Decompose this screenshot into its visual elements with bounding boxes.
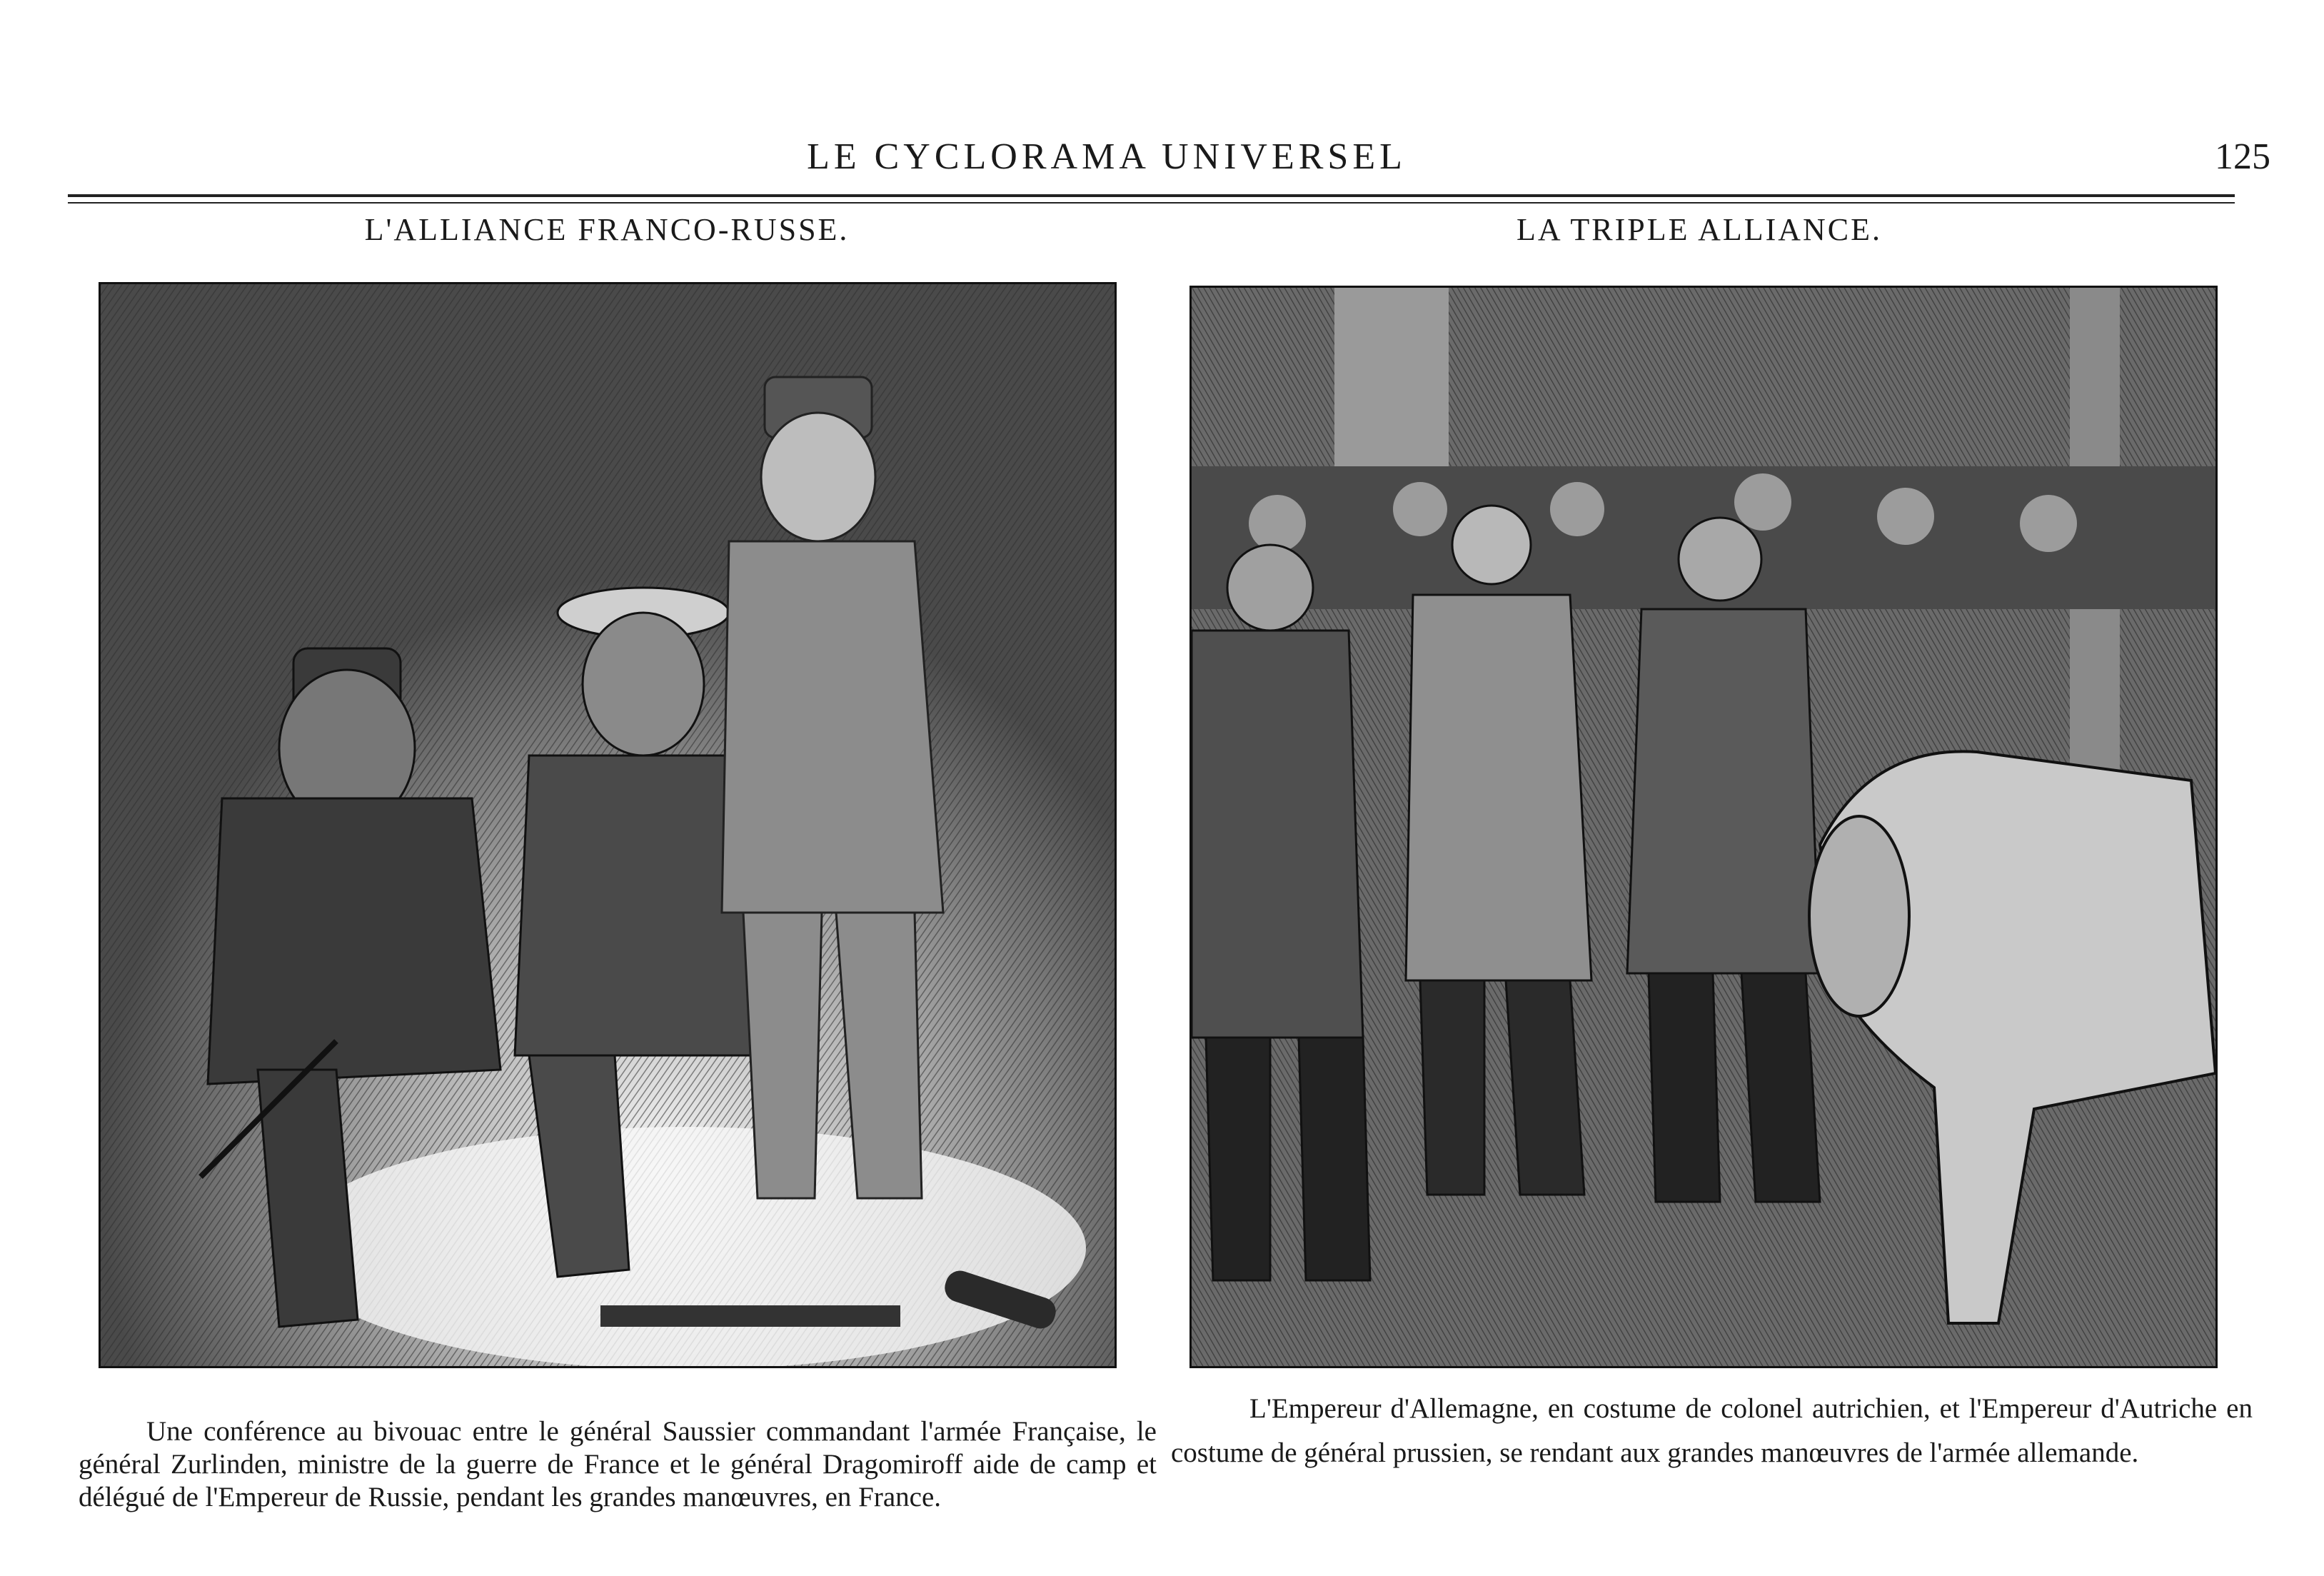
left-caption: Une conférence au bivouac entre le général Saussier commandant l'armée Française, le général Zurlinden, ministre de la guerre de France et le général Dragomiroff aide de camp et délégué de l'Empereur de Russie, pendant les grandes manœuvres, en France. <box>79 1416 1157 1512</box>
right-caption: L'Empereur d'Allemagne, en costume de colonel autrichien, et l'Empereur d'Autriche en costume de général prussien, se rendant aux grandes manœuvres de l'armée allemande. <box>1171 1393 2253 1468</box>
page-number: 125 <box>2215 136 2270 177</box>
header-rule-thin <box>68 202 2235 204</box>
right-section-title: LA TRIPLE ALLIANCE. <box>1516 212 1883 247</box>
header-rule-thick <box>68 194 2235 197</box>
left-section-title: L'ALLIANCE FRANCO-RUSSE. <box>364 212 850 247</box>
left-engraving <box>99 282 1117 1368</box>
running-header-title: LE CYCLORAMA UNIVERSEL <box>807 136 1407 177</box>
right-engraving <box>1189 286 2218 1368</box>
